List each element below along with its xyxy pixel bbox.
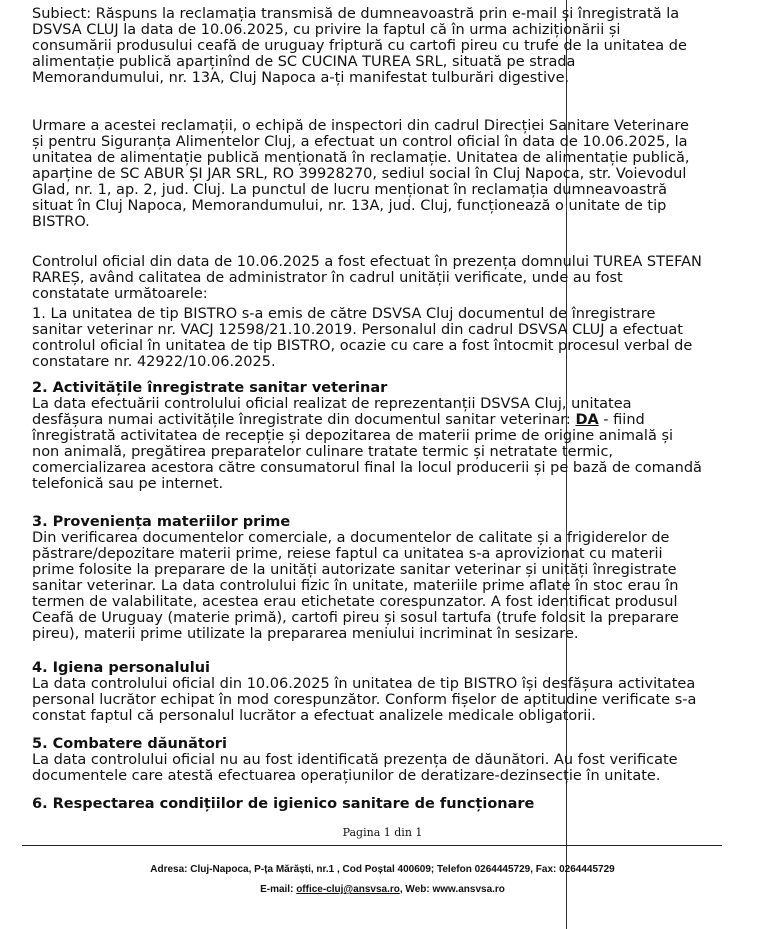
text-line: Controlul oficial din data de 10.06.2025 a fost efectuat în prezența domnului TUREA STEFAN <box>32 254 702 270</box>
text-line: constat faptul că personalul lucrător a efectuat analizele medicale obligatorii. <box>32 708 596 724</box>
text-line: păstrare/depozitare materii prime, reiese faptul ca unitatea s-a aprovizionat cu materii <box>32 546 663 562</box>
text-line <box>32 412 720 428</box>
text-line: documentele care atestă efectuarea operațiunilor de deratizare-dezinsecție în unitate. <box>32 768 661 784</box>
text-line: constatate următoarele: <box>32 286 208 302</box>
section-5-title: 5. Combatere dăunători <box>32 736 227 752</box>
text-line: Memorandumului, nr. 13A, Cluj Napoca a-ți manifestat tulburări digestive. <box>32 70 570 86</box>
page-number: Pagina 1 din 1 <box>342 826 423 839</box>
text-line: La data efectuării controlului oficial realizat de reprezentanții DSVSA Cluj, unitatea <box>32 396 632 412</box>
section-5 <box>32 736 720 784</box>
text-line: DSVSA CLUJ la data de 10.06.2025, cu privire la faptul că în urma achiziționării și <box>32 22 621 38</box>
section-4-title: 4. Igiena personalului <box>32 660 211 676</box>
footer-address: Adresa: Cluj-Napoca, P-ța Mărăști, nr.1 , Cod Poștal 400609; Telefon 0264445729, Fax: 0264445729 <box>150 864 615 875</box>
text-line: consumării produsului ceafă de uruguay friptură cu cartofi pireu cu trufe de la unitatea de <box>32 38 687 54</box>
section-4 <box>32 660 720 724</box>
text-line: situat în Cluj Napoca, Memorandumului, nr. 13A, jud. Cluj, funcționează o unitate de tip <box>32 198 667 214</box>
section-2 <box>32 380 720 492</box>
text-line: Din verificarea documentelor comerciale, a documentelor de calitate și a frigiderelor de <box>32 530 670 546</box>
footer-divider <box>22 845 722 846</box>
section-3-title: 3. Proveniența materiilor prime <box>32 514 291 530</box>
text-line: telefonică sau pe internet. <box>32 476 224 492</box>
email-label: E-mail: <box>260 884 297 895</box>
text-line: Subiect: Răspuns la reclamația transmisă de dumneavoastră prin e-mail și înregistrată la <box>32 6 680 22</box>
web-label: , Web: <box>399 884 433 895</box>
item-1-paragraph <box>32 306 720 370</box>
section-6 <box>32 796 720 812</box>
section-2-title: 2. Activitățile înregistrate sanitar veterinar <box>32 380 388 396</box>
email-link[interactable]: office-cluj@ansvsa.ro <box>296 884 400 895</box>
text-line: Ceafă de Uruguay (materie primă), cartofi pireu și sosul tartufa (trufe folosit la preparare <box>32 610 679 626</box>
text-line: BISTRO. <box>32 214 90 230</box>
text-line: aparține de SC ABUR ȘI JAR SRL, RO 39928270, sediul social în Cluj Napoca, str. Voievodul <box>32 166 687 182</box>
text-line: unitatea de alimentație publică menționată în reclamație. Unitatea de alimentație publică, <box>32 150 690 166</box>
subject-paragraph <box>32 6 720 86</box>
section-3 <box>32 514 720 642</box>
text-line: termen de valabilitate, acestea erau etichetate corespunzator. A fost identificat produsul <box>32 594 678 610</box>
text-line: La data controlului oficial nu au fost identificată prezența de dăunători. Au fost verificate <box>32 752 678 768</box>
text-fragment: - fiind <box>598 412 645 428</box>
text-line: prime folosite la preparare de la unități autorizate sanitar veterinar și unități înregistrate <box>32 562 677 578</box>
section-6-title: 6. Respectarea condițiilor de igienico sanitare de funcționare <box>32 796 535 812</box>
text-line: pireu), materii prime utilizate la prepararea meniului incriminat în sesizare. <box>32 626 579 642</box>
text-line: 1. La unitatea de tip BISTRO s-a emis de către DSVSA Cluj documentul de înregistrare <box>32 306 656 322</box>
text-line: înregistrată activitatea de recepție și depozitarea de materii prime de origine animală și <box>32 428 674 444</box>
footer-contact <box>0 884 765 895</box>
text-fragment: desfășura numai activitățile înregistrate din documentul sanitar veterinar: <box>32 412 576 428</box>
intro-paragraph <box>32 118 720 230</box>
text-line: La data controlului oficial din 10.06.2025 în unitatea de tip BISTRO își desfășura activitatea <box>32 676 696 692</box>
text-line: sanitar veterinar nr. VACJ 12598/21.10.2019. Personalul din cadrul DSVSA CLUJ a efectuat <box>32 322 683 338</box>
text-line: comercializarea acestora către consumatorul final la locul producerii și pe bază de comandă <box>32 460 702 476</box>
text-line: personal lucrător echipat în mod corespunzător. Conform fișelor de aptitudine verificate s-a <box>32 692 697 708</box>
text-line: RAREȘ, având calitatea de administrator în cadrul unității verificate, unde au fost <box>32 270 623 286</box>
da-mark: DA <box>575 412 599 428</box>
text-line: și pentru Siguranța Alimentelor Cluj, a efectuat un control oficial în data de 10.06.2025, la <box>32 134 688 150</box>
text-line: Glad, nr. 1, ap. 2, jud. Cluj. La punctul de lucru menționat în reclamația dumneavoastră <box>32 182 667 198</box>
text-line: Urmare a acestei reclamații, o echipă de inspectori din cadrul Direcției Sanitare Veterinare <box>32 118 689 134</box>
text-line: constatare nr. 42922/10.06.2025. <box>32 354 276 370</box>
text-line: controlul oficial în unitatea de tip BISTRO, ocazie cu care a fost întocmit procesul verbal de <box>32 338 693 354</box>
control-paragraph <box>32 254 720 302</box>
web-link[interactable]: www.ansvsa.ro <box>432 884 505 895</box>
text-line: alimentație publică aparținînd de SC CUCINA TUREA SRL, situată pe strada <box>32 54 576 70</box>
text-line: non animală, pregătirea preparatelor culinare tratate termic și netratate termic, <box>32 444 614 460</box>
text-line: sanitar veterinar. La data controlului fizic în unitate, materiile prime aflate în stoc erau în <box>32 578 679 594</box>
